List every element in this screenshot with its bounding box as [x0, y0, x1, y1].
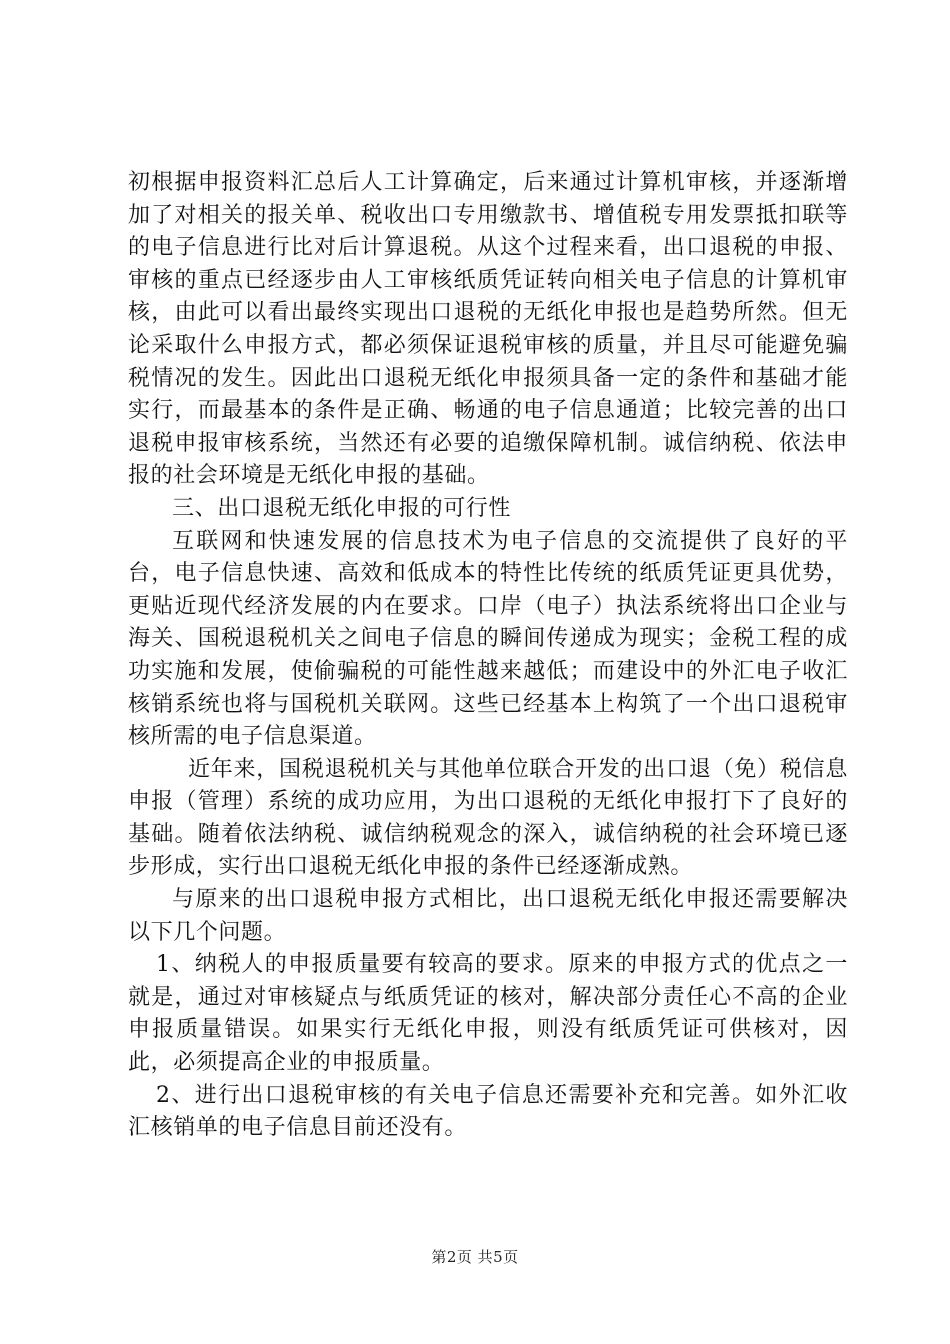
paragraph-feasibility: 互联网和快速发展的信息技术为电子信息的交流提供了良好的平台，电子信息快速、高效和低成本的特性比传统的纸质凭证更具优势，更贴近现代经济发展的内在要求。口岸（电子）执法系统将出口企业与海关、国税退税机关之间电子信息的瞬间传递成为现实；金税工程的成功实施和发展，使偷骗税的可能性越来越低；而建设中的外汇电子收汇核销系统也将与国税机关联网。这些已经基本上构筑了一个出口退税审核所需的电子信息渠道。	[128, 528, 848, 750]
paragraph-comparison: 与原来的出口退税申报方式相比，出口退税无纸化申报还需要解决以下几个问题。	[128, 887, 848, 945]
list-item-1: 1、纳税人的申报质量要有较高的要求。原来的申报方式的优点之一就是，通过对审核疑点与纸质凭证的核对，解决部分责任心不高的企业申报质量错误。如果实行无纸化申报，则没有纸质凭证可供核对，因此，必须提高企业的申报质量。	[128, 952, 848, 1076]
paragraph-recent-years: 近年来，国税退税机关与其他单位联合开发的出口退（免）税信息申报（管理）系统的成功应用，为出口退税的无纸化申报打下了良好的基础。随着依法纳税、诚信纳税观念的深入，诚信纳税的社会环境已逐步形成，实行出口退税无纸化申报的条件已经逐渐成熟。	[128, 756, 848, 880]
paragraph-continuation: 初根据申报资料汇总后人工计算确定，后来通过计算机审核，并逐渐增加了对相关的报关单、税收出口专用缴款书、增值税专用发票抵扣联等的电子信息进行比对后计算退税。从这个过程来看，出口退税的申报、审核的重点已经逐步由人工审核纸质凭证转向相关电子信息的计算机审核，由此可以看出最终实现出口退税的无纸化申报也是趋势所然。但无论采取什么申报方式，都必须保证退税审核的质量，并且尽可能避免骗税情况的发生。因此出口退税无纸化申报须具备一定的条件和基础才能实行，而最基本的条件是正确、畅通的电子信息通道；比较完善的出口退税申报审核系统，当然还有必要的追缴保障机制。诚信纳税、依法申报的社会环境是无纸化申报的基础。	[128, 170, 848, 489]
document-body	[128, 167, 848, 1145]
list-item-2: 2、进行出口退税审核的有关电子信息还需要补充和完善。如外汇收汇核销单的电子信息目前还没有。	[128, 1082, 848, 1141]
page-number-footer: 第2页 共5页	[431, 1248, 519, 1266]
section-heading: 三、出口退税无纸化申报的可行性	[172, 495, 512, 521]
